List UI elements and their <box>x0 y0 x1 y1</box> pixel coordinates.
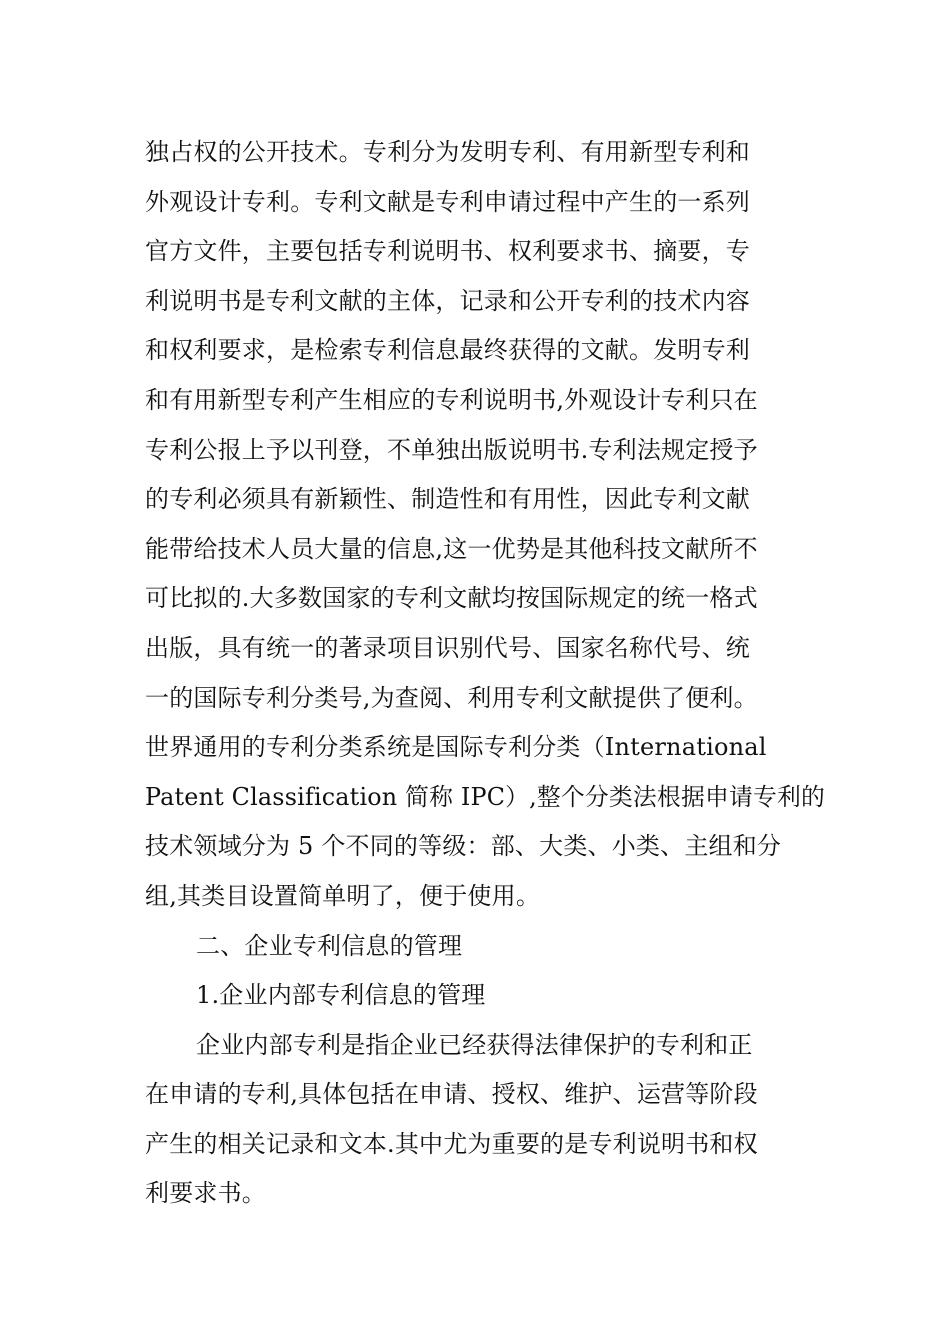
paragraph-line: 和权利要求，是检索专利信息最终获得的文献。发明专利 <box>145 336 750 365</box>
paragraph-line: 利要求书。 <box>145 1179 266 1208</box>
paragraph-line: 官方文件，主要包括专利说明书、权利要求书、摘要，专 <box>145 237 750 266</box>
section-heading: 二、企业专利信息的管理 <box>196 931 463 960</box>
subsection-heading: 1.企业内部专利信息的管理 <box>196 981 486 1010</box>
document-body <box>145 128 825 1219</box>
paragraph-line: 在申请的专利,具体包括在申请、授权、维护、运营等阶段 <box>145 1080 758 1109</box>
paragraph-line: 外观设计专利。专利文献是专利申请过程中产生的一系列 <box>145 187 750 216</box>
paragraph-line: 组,其类目设置简单明了，便于使用。 <box>145 881 541 910</box>
paragraph-line: 和有用新型专利产生相应的专利说明书,外观设计专利只在 <box>145 385 758 414</box>
paragraph-line: 的专利必须具有新颖性、制造性和有用性，因此专利文献 <box>145 485 750 514</box>
paragraph-line: 出版，具有统一的著录项目识别代号、国家名称代号、统 <box>145 633 750 662</box>
paragraph-line: Patent Classification 简称 IPC）,整个分类法根据申请专利的 <box>145 782 825 811</box>
paragraph-line: 专利公报上予以刊登，不单独出版说明书.专利法规定授予 <box>145 435 758 464</box>
paragraph-line: 产生的相关记录和文本.其中尤为重要的是专利说明书和权 <box>145 1129 758 1158</box>
paragraph-line: 世界通用的专利分类系统是国际专利分类（International <box>145 733 767 762</box>
paragraph-line: 可比拟的.大多数国家的专利文献均按国际规定的统一格式 <box>145 584 758 613</box>
paragraph-line: 技术领域分为 5 个不同的等级：部、大类、小类、主组和分 <box>145 832 782 861</box>
paragraph-line: 一的国际专利分类号,为查阅、利用专利文献提供了便利。 <box>145 683 758 712</box>
paragraph-line: 利说明书是专利文献的主体，记录和公开专利的技术内容 <box>145 286 750 315</box>
paragraph-line: 企业内部专利是指企业已经获得法律保护的专利和正 <box>196 1030 753 1059</box>
paragraph-line: 独占权的公开技术。专利分为发明专利、有用新型专利和 <box>145 138 750 166</box>
paragraph-line: 能带给技术人员大量的信息,这一优势是其他科技文献所不 <box>145 534 758 563</box>
